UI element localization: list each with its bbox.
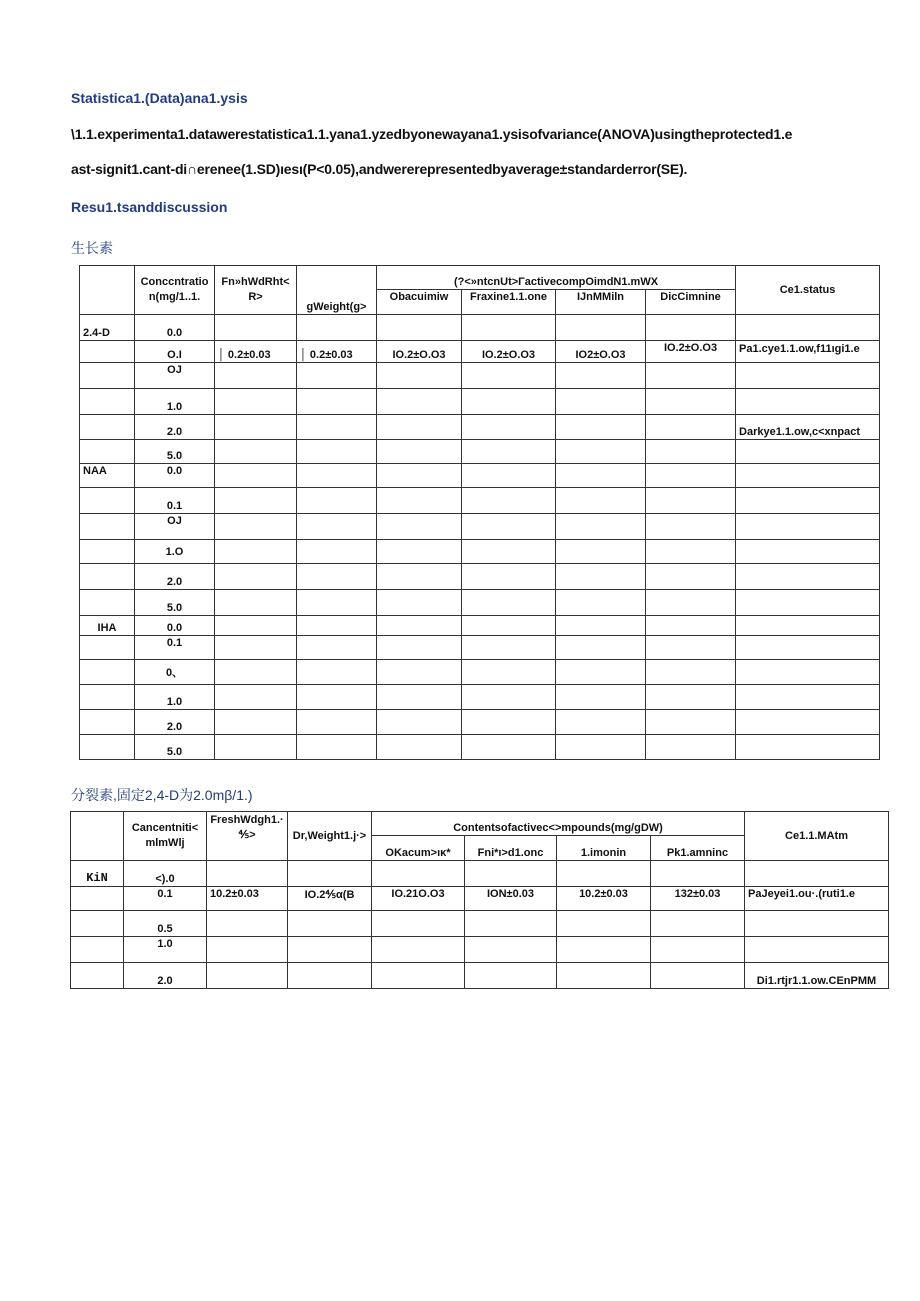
table-row — [71, 963, 889, 989]
header-concentration: Cancentniti< mlmWlj — [124, 812, 207, 861]
cell-status-cell: Darkye1.1.ow,c<xnpact — [736, 415, 880, 440]
group-label-kin: KiN — [71, 861, 124, 887]
compound-2-cell: ION±0.03 — [465, 887, 557, 911]
concentration-cell: 0.0 — [135, 616, 215, 636]
table-row — [71, 887, 889, 911]
header-group — [80, 266, 135, 315]
table-row — [80, 389, 880, 415]
concentration-cell: OJ — [135, 514, 215, 540]
concentration-cell: 0.5 — [124, 911, 207, 937]
header-fresh-weight: FreshWdgh1.· ⅘> — [207, 812, 288, 861]
table-row — [80, 590, 880, 616]
table-row — [80, 564, 880, 590]
table-row — [80, 341, 880, 363]
concentration-cell: 0.0 — [135, 315, 215, 341]
table-row — [71, 911, 889, 937]
concentration-cell: 5.0 — [135, 735, 215, 760]
compound-1-cell: IO.2±O.O3 — [377, 341, 462, 363]
table-row — [80, 415, 880, 440]
stats-paragraph-line1: \1.1.experimenta1.datawerestatistica1.1.yana1.yzedbyonewayana1.ysisofvariance(ANOVA)usingtheprotected1.e — [71, 126, 793, 142]
concentration-cell: 0、 — [135, 660, 215, 685]
header-compound-2: Fraxine1.1.one — [462, 290, 556, 315]
header-group — [71, 812, 124, 861]
concentration-cell: 2.0 — [135, 564, 215, 590]
concentration-cell: 2.0 — [135, 710, 215, 735]
table-row — [80, 440, 880, 464]
concentration-cell: 0.1 — [135, 488, 215, 514]
compound-3-cell: IO2±O.O3 — [556, 341, 646, 363]
header-compound-4: DicCimnine — [646, 290, 736, 315]
table-row — [71, 937, 889, 963]
header-concentration: Conccntratio n(mg/1..1. — [135, 266, 215, 315]
compound-4-cell: 132±0.03 — [651, 887, 745, 911]
concentration-cell: 5.0 — [135, 440, 215, 464]
compound-2-cell: IO.2±O.O3 — [462, 341, 556, 363]
table1-title: 生长素 — [71, 240, 113, 256]
concentration-cell: 0.1 — [124, 887, 207, 911]
concentration-cell: 1.O — [135, 540, 215, 564]
cell-status-cell: Pa1.cye1.1.ow,f11ıgi1.e — [736, 341, 880, 363]
table-row — [80, 710, 880, 735]
concentration-cell: 1.0 — [124, 937, 207, 963]
concentration-cell: 0.1 — [135, 636, 215, 660]
header-compound-2: Fni*ı>d1.onc — [465, 836, 557, 861]
concentration-cell: 2.0 — [135, 415, 215, 440]
compound-3-cell: 10.2±0.03 — [557, 887, 651, 911]
group-label-2-4-d: 2.4-D — [80, 315, 135, 341]
header-compound-3: 1.imonin — [557, 836, 651, 861]
table-row — [80, 685, 880, 710]
auxin-table — [79, 265, 880, 760]
header-active-compounds: Contentsofactivec<>mpounds(mg/gDW) — [372, 812, 745, 836]
fresh-weight-cell: │ 0.2±0.03 — [215, 341, 297, 363]
table2-title: 分裂素,固定2,4-D为2.0mβ/1.) — [71, 787, 253, 803]
table-row — [80, 464, 880, 488]
header-dry-weight: Dr,Weight1.j·> — [288, 812, 372, 861]
table-row — [80, 616, 880, 636]
concentration-cell: 1.0 — [135, 685, 215, 710]
table-row — [80, 660, 880, 685]
cell-status-cell: Di1.rtjr1.1.ow.CEnPMM — [745, 963, 889, 989]
concentration-cell: 0.0 — [135, 464, 215, 488]
header-compound-4: Pk1.amninc — [651, 836, 745, 861]
table-row — [71, 861, 889, 887]
concentration-cell: 1.0 — [135, 389, 215, 415]
header-cell-status: Ce1.status — [736, 266, 880, 315]
section-title-results: Resu1.tsanddiscussion — [71, 199, 228, 215]
section-title-statistics: Statistica1.(Data)ana1.ysis — [71, 90, 248, 106]
table-row — [80, 735, 880, 760]
table-row — [80, 488, 880, 514]
header-cell-status: Ce1.1.MAtm — [745, 812, 889, 861]
group-label-iha: IHA — [80, 616, 135, 636]
header-dry-weight: gWeight(g> — [297, 266, 377, 315]
fresh-weight-cell: 10.2±0.03 — [207, 887, 288, 911]
concentration-cell: <).0 — [124, 861, 207, 887]
header-fresh-weight: Fn»hWdRht< R> — [215, 266, 297, 315]
concentration-cell: OJ — [135, 363, 215, 389]
table-row — [80, 363, 880, 389]
stats-paragraph-line2: ast-signit1.cant-di∩erenee(1.SD)ıesı(P<0.05),andwererepresentedbyaverage±standarderror(SE). — [71, 161, 688, 177]
compound-4-cell: IO.2±O.O3 — [646, 341, 736, 363]
table-row — [80, 315, 880, 341]
dry-weight-cell: IO.2⅘α(B — [288, 887, 372, 911]
table-row — [80, 540, 880, 564]
concentration-cell: 2.0 — [124, 963, 207, 989]
table-row — [80, 636, 880, 660]
cytokinin-table — [70, 811, 889, 989]
concentration-cell: O.I — [135, 341, 215, 363]
cell-status-cell: PaJeyei1.ou·.(ruti1.e — [745, 887, 889, 911]
concentration-cell: 5.0 — [135, 590, 215, 616]
header-active-compounds: (?<»ntcnUt>ΓactivecompOimdN1.mWX — [377, 266, 736, 290]
header-compound-3: IJnMMiln — [556, 290, 646, 315]
dry-weight-cell: │ 0.2±0.03 — [297, 341, 377, 363]
table-row — [80, 514, 880, 540]
header-compound-1: Obacuimiw — [377, 290, 462, 315]
group-label-naa: NAA — [80, 464, 135, 488]
header-compound-1: OKacum>ıκ* — [372, 836, 465, 861]
compound-1-cell: IO.21O.O3 — [372, 887, 465, 911]
